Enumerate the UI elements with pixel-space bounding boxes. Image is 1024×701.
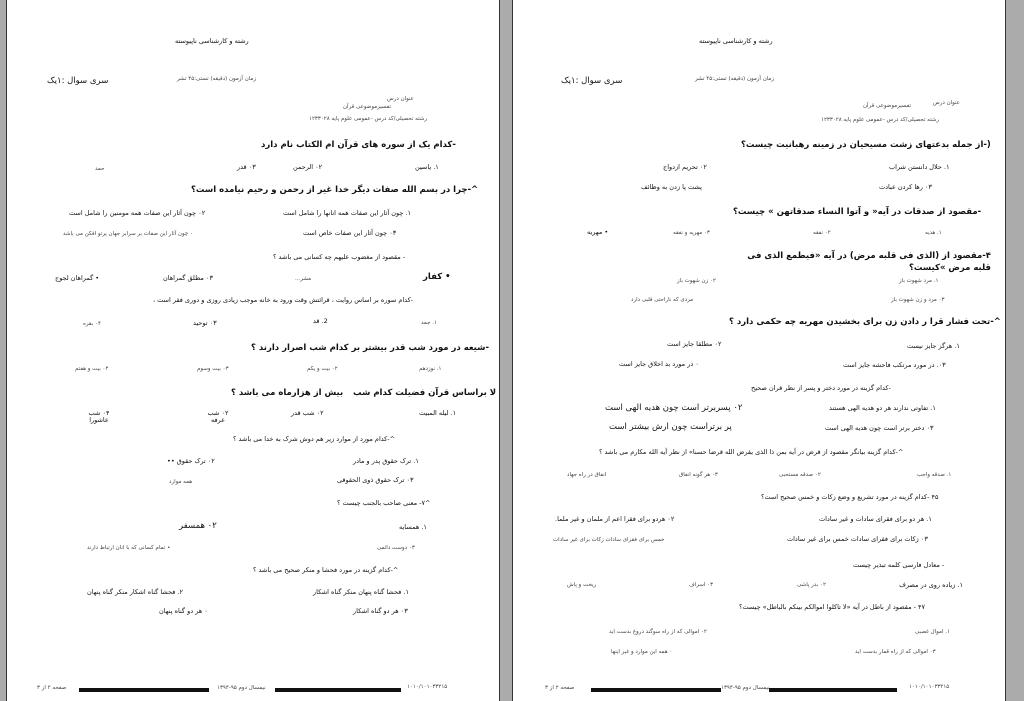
option: مردی که ناراحتی قلبی دارد	[631, 297, 694, 303]
option: ۰ هر دو گناه پنهان	[159, 607, 208, 615]
option: ۰۲ چون آثار این صفات همه مومنین را شامل است	[69, 209, 206, 217]
question-text: ^-کدام گزینه بیانگر مقصود از قرض در آیه بمن ذا الذی یقرض الله قرضا حسنا» از نظر آیه الله مکارم می باشد ؟	[599, 448, 904, 456]
option: ۰۳ دوست دائمی	[377, 545, 415, 551]
option: ۱. تفاوتی ندارند هر دو هدیه الهی هستند	[829, 404, 936, 412]
option: ۰۳ اسراف	[689, 582, 714, 588]
footer-term: نیمسال دوم ۹۵-۱۳۹۴	[217, 685, 266, 691]
document-page-1	[6, 0, 500, 701]
option: ۰۴ شب عاشورا	[88, 409, 110, 425]
option: ریخت و پاش	[567, 582, 597, 588]
serial-number: سری سوال :۱یک	[47, 76, 109, 86]
footer-bar	[591, 688, 721, 692]
option: ۰۳ زکات برای فقرای سادات خمس برای غیر سادات	[787, 535, 928, 543]
option: ۱. مرد شهوت باز	[899, 278, 939, 284]
option: ۰۳ هر گونه انفاق	[679, 472, 718, 478]
serial-number: سری سوال :۱یک	[561, 76, 623, 86]
exam-time: زمان آزمون (دقیقه) تستی:۴۵ تشر	[695, 76, 775, 82]
option: ۰ چون آثار این صفات بر سرابر جهان پرتو افکن می باشد	[63, 231, 193, 237]
option: همه موارد	[169, 479, 193, 485]
option: ۰ در مورد بد اخلاق جایز است	[619, 360, 699, 368]
option: ۰۲ شب قدر	[291, 409, 324, 417]
question-text: -کدام سوره بر اساس روایت ، قرائتش وقت ورود به خانه موجب زیادی روزی و دوری فقر است ،	[153, 296, 414, 304]
option: ۱. اموال غصبی	[915, 629, 950, 635]
option: ۰۲ اموالی که از راه سوگند دروغ بدست اید	[609, 629, 707, 635]
document-page-2	[512, 0, 1006, 701]
course-name: تفسیرموضوعی قرآن	[343, 104, 392, 110]
option: ۰۳ توحید	[193, 319, 217, 327]
option: ۰۳ بیت وسوم	[197, 366, 229, 372]
option: ۰۲ بیت و یکم	[307, 366, 338, 372]
option: ۰۳ مطلق گمراهان	[163, 274, 213, 282]
option: ۰۳. در مورد مرتکب فاحشه جایز است	[843, 361, 946, 369]
question-text: - معادل فارسی کلمه تبذیر چیست	[853, 561, 945, 569]
option: ۰۳ رها کردن عبادت	[879, 183, 932, 191]
option: ۰۲ شب عرفه	[207, 409, 229, 425]
option: ۱. یاسین	[415, 163, 439, 171]
question-text: -شیعه در مورد شب قدر بیشتر بر کدام شب اصرار دارند ؟	[251, 343, 490, 353]
option: ۱. چون آثار این صفات همه انانها را شامل است	[283, 209, 411, 217]
option: • تمام کسانی که با انان ارتباط دارند	[87, 545, 171, 551]
footer-bar	[79, 688, 209, 692]
option: ۰۲ ترک حقوق ••	[167, 457, 215, 465]
option: ۱. جمد	[421, 320, 437, 326]
option: ۰۲ بدر پاشی	[797, 582, 826, 588]
option: ۱. زیاده روی در مصرف	[899, 581, 963, 589]
option: ۰۲ تحریم ازدواج	[663, 163, 707, 171]
option: ۰۳ ترک حقوق ذوی الحقوقی	[337, 476, 414, 484]
option: ۰۲ زن شهوت باز	[677, 278, 716, 284]
footer-bar	[769, 688, 897, 692]
option: • مهریه	[587, 228, 609, 236]
option: ۱. هدیه	[925, 230, 942, 236]
option: ۰۲ الرحمن	[293, 163, 323, 171]
option: ۰۳ اموالی که از راه قمار بدست اید	[855, 649, 936, 655]
option: ۱. هر دو برای فقرای سادات و غیر سادات	[819, 515, 932, 523]
option: ۱. حلال دانستن شراب	[889, 163, 950, 171]
option: ۰۲ مطلقا جایز است	[667, 340, 722, 348]
exam-time: زمان آزمون (دقیقه) تستی:۴۵ تشر	[177, 76, 257, 82]
option: • کفار	[423, 272, 451, 282]
header-title: رشته و کارشناسی ناپیوسته	[699, 37, 773, 45]
option: 2. قد	[313, 317, 328, 325]
option: ۰۲ پسربرتر است چون هدیه الهی است	[605, 403, 743, 413]
question-text: -مقصود از صدقات در آیه« و آتوا النساء صدقاتهن » چیست؟	[733, 207, 982, 217]
option: پشت پا زدن به وظائف	[641, 183, 702, 191]
question-text-2: بیش از هزارماه می باشد ؟	[231, 388, 344, 398]
question-text: ^-تحت فشار قرا ر دادن زن برای بخشیدن مهریه چه حکمی دارد ؟	[729, 317, 1001, 327]
option: مشر...	[295, 276, 312, 282]
course-label: عنوان درس	[387, 96, 414, 102]
option: ۰۴ بقره	[83, 321, 101, 327]
option: ۰۳ قدر	[237, 163, 256, 171]
option: ۰۳ مرد و زن شهوت باز	[891, 297, 945, 303]
field-code: رشته تحصیلی/کد درس -عمومی علوم پایه ۱۲۳۳۰۲۸	[821, 117, 939, 123]
option: انفاق در راه جهاد	[567, 472, 607, 478]
question-text: - مقصود از مغضوب علیهم چه کسانی می باشد ؟	[273, 253, 406, 261]
footer-term: نیمسال دوم ۹۵-۱۳۹۴	[721, 685, 770, 691]
course-name: تفسیرموضوعی قرآن	[863, 103, 912, 109]
option: ۲. فحشا گناه اشکار منکر گناه پنهان	[87, 588, 184, 596]
option: ۰۴ بیت و هفتم	[75, 366, 109, 372]
option: ۱. نوزدهم	[419, 366, 442, 372]
question-text: ۴-مقصود از (الذی فی قلبه مرض) در آیه «فیطمع الذی فی قلبه مرض »کیست؟	[747, 251, 991, 274]
course-label: عنوان درس	[933, 100, 960, 106]
option: ۱. هرگز جایز نیست	[907, 342, 960, 350]
question-text: ۴۵ -کدام گزینه در مورد تشریع و وضع زکات و خمس صحیح است؟	[761, 493, 939, 501]
question-text: -کدام گزینه در مورد دختر و پسر از نظر قران صحیح	[751, 384, 891, 392]
option: • گمراهان لجوج	[55, 274, 100, 282]
question-text: لا براساس قرآن فضیلت کدام شب	[353, 388, 497, 398]
footer-bar	[275, 688, 401, 692]
option: ۰۳ هر دو گناه اشکار	[353, 607, 408, 615]
question-text: ^-کدام مورد از موارد زیر هم دوش شرک به خدا می باشد ؟	[233, 435, 396, 443]
footer-page: صفحه ۲ از ۳	[37, 685, 67, 691]
option: ۰۲ صدقه مستحبی	[779, 472, 821, 478]
option: ۱. همسایه	[399, 523, 427, 531]
question-text: ۴۷ - مقصود از باطل در آیه «لا تاکلوا اموالکم بینکم بالباطل» چیست؟	[739, 603, 926, 611]
option: ۰۳ دختر برتر است چون هدیه الهی است	[825, 424, 934, 432]
option: ۰۳ مهریه و نفقه	[673, 230, 710, 236]
option: ۱. ترک حقوق پدر و مادر	[353, 457, 419, 465]
option: ۰ همه این موارد و غیر اینها	[611, 649, 673, 655]
option: ۰۲ هردو برای فقرا اعم از ملمان و غیر ملما.	[555, 515, 675, 523]
option: خمس برای فقرای سادات زکات برای غیر سادات	[553, 537, 665, 543]
question-text: ^-چرا در بسم الله صفات دیگر خدا غیر از رحمن و رحیم نیامده است؟	[191, 185, 479, 195]
question-text: (-از جمله بدعتهای زشت مسیحیان در زمینه رهبانیت چیست؟	[741, 140, 991, 150]
option: پر برتراست چون ارش بیشتر است	[609, 422, 732, 432]
footer-page: صفحه ۲ از ۳	[545, 685, 575, 691]
footer-code: ۱۰۱۰/۱۰۱۰۳۳۲۱۵	[407, 684, 448, 690]
option: ۱. صدقه واجب	[917, 472, 952, 478]
option: ۰۲ نفقه	[813, 230, 831, 236]
question-text: -کدام یک از سوره های قرآن ام الکتاب نام دارد	[261, 140, 456, 150]
header-title: رشته و کارشناسی ناپیوسته	[175, 37, 249, 45]
field-code: رشته تحصیلی/کد درس -عمومی علوم پایه ۱۲۳۳۰۲۸	[309, 116, 427, 122]
option: ۱. لیله المبیت	[419, 409, 457, 417]
question-text: ^۷- معنی صاحب بالجنب چیست ؟	[337, 499, 431, 507]
option: حمد	[95, 166, 105, 172]
option: ۰۳ چون آثار این صفات خاص است	[303, 229, 397, 237]
option: ۰۲ همسفر	[179, 521, 217, 531]
footer-code: ۱۰۱۰/۱۰۱۰۳۳۲۱۵	[909, 684, 950, 690]
question-text: ^-کدام گزینه در مورد فحشا و منکر صحیح می باشد ؟	[253, 566, 399, 574]
option: ۱. فحشا گناه پنهان منکر گناه اشکار	[313, 588, 410, 596]
